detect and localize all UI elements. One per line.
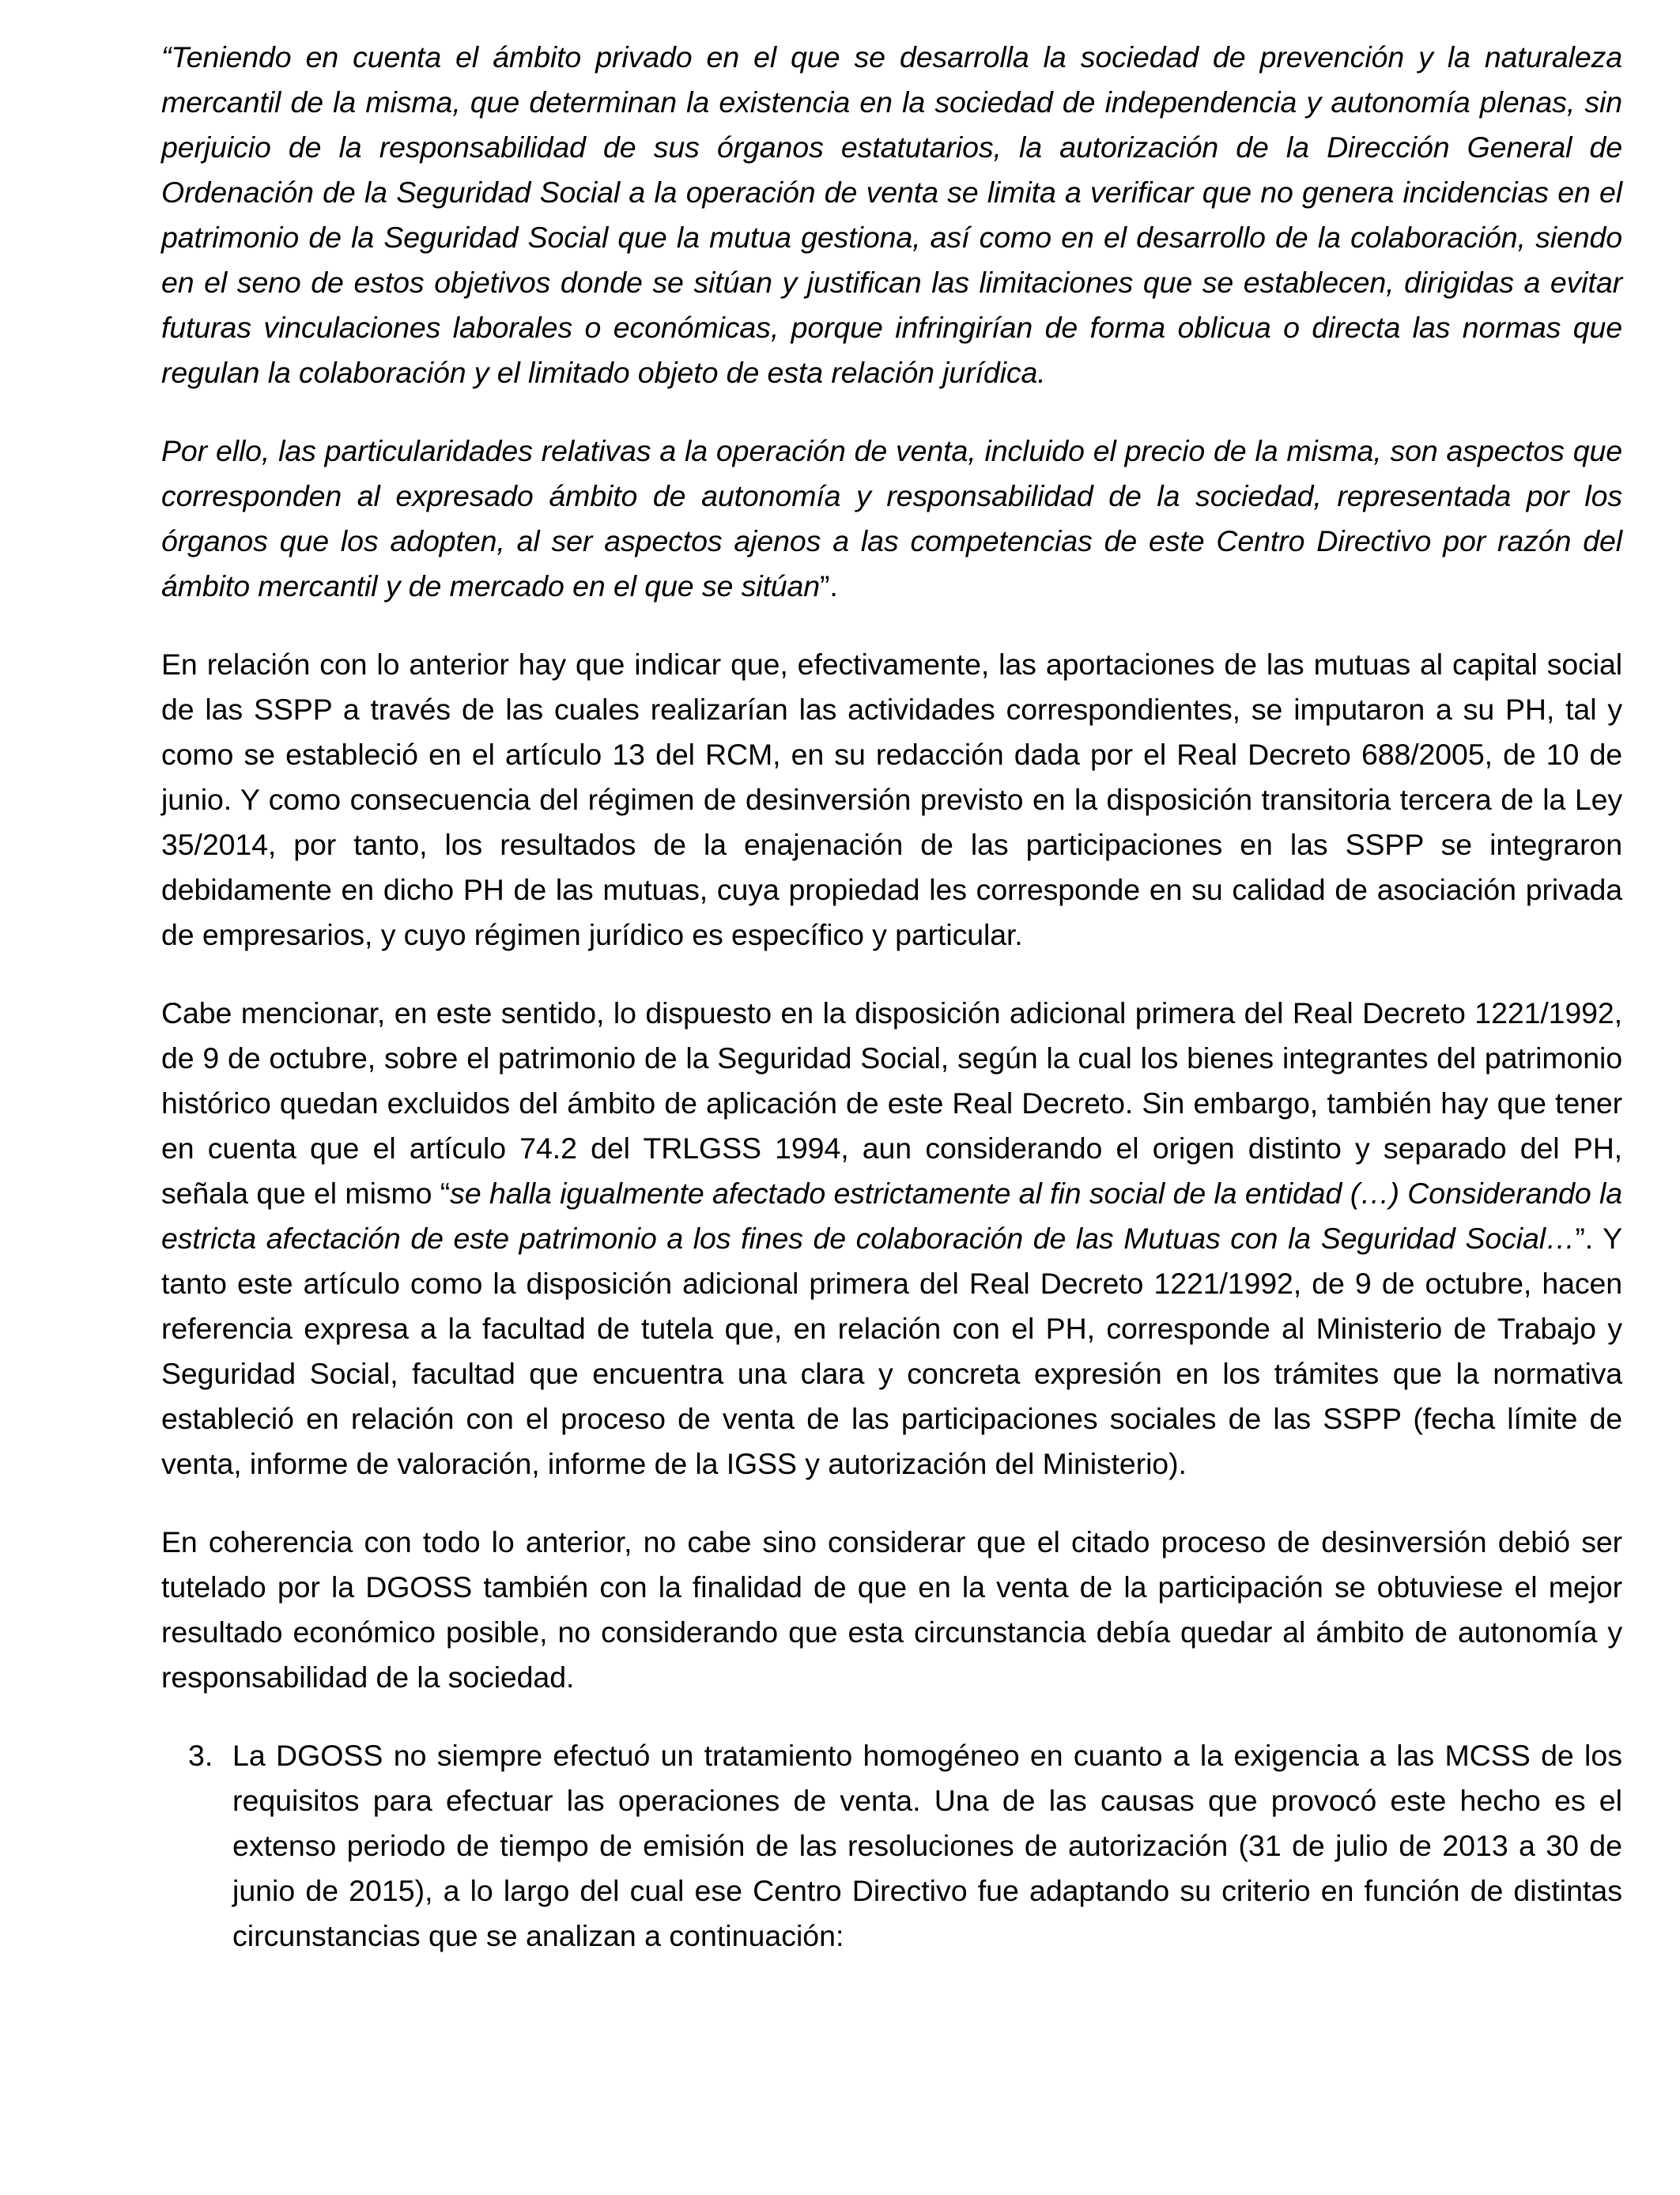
body-paragraph-2: [161, 991, 1622, 1487]
numbered-list: [161, 1733, 1622, 1959]
quoted-paragraph-2: [161, 429, 1622, 609]
document-body: [161, 35, 1622, 1959]
quoted-paragraph-1: “Teniendo en cuenta el ámbito privado en el que se desarrolla la sociedad de prevención y la naturaleza mercantil de la misma, que determinan la existencia en la sociedad de independencia y autonomía plenas, sin perjuicio de la responsabilidad de sus órganos estatutarios, la autorización de la Dirección General de Ordenación de la Seguridad Social a la operación de venta se limita a verificar que no genera incidencias en el patrimonio de la Seguridad Social que la mutua gestiona, así como en el desarrollo de la colaboración, siendo en el seno de estos objetivos donde se sitúan y justifican las limitaciones que se establecen, dirigidas a evitar futuras vinculaciones laborales o económicas, porque infringirían de forma oblicua o directa las normas que regulan la colaboración y el limitado objeto de esta relación jurídica.: [161, 40, 1622, 389]
body-paragraph-2-before: Cabe mencionar, en este sentido, lo dispuesto en la disposición adicional primera del Real Decreto 1221/1992, de 9 de octubre, sobre el patrimonio de la Seguridad Social, según la cual los bienes integrantes del patrimonio histórico quedan excluidos del ámbito de aplicación de este Real Decreto. Sin embargo, también hay que tener en cuenta que el artículo 74.2 del TRLGSS 1994, aun considerando el origen distinto y separado del PH, señala que el mismo “: [161, 996, 1622, 1210]
body-paragraph-2-quote: se halla igualmente afectado estrictamente al fin social de la entidad (…) Considerando la estricta afectación de este patrimonio a los fines de colaboración de las Mutuas con la Seguridad Social…: [161, 1177, 1623, 1255]
quoted-paragraph-2-tail: ”.: [820, 569, 838, 603]
body-paragraph-3: En coherencia con todo lo anterior, no cabe sino considerar que el citado proceso de desinversión debió ser tutelado por la DGOSS también con la finalidad de que en la venta de la participación se obtuviese el mejor resultado económico posible, no considerando que esta circunstancia debía quedar al ámbito de autonomía y responsabilidad de la sociedad.: [161, 1525, 1622, 1694]
body-paragraph-2-after: ”. Y tanto este artículo como la disposición adicional primera del Real Decreto 1221/1992, de 9 de octubre, hacen referencia expresa a la facultad de tutela que, en relación con el PH, corresponde al Ministerio de Trabajo y Seguridad Social, facultad que encuentra una clara y concreta expresión en los trámites que la normativa estableció en relación con el proceso de venta de las participaciones sociales de las SSPP (fecha límite de venta, informe de valoración, informe de la IGSS y autorización del Ministerio).: [161, 1222, 1623, 1480]
list-item: [188, 1733, 1622, 1959]
quoted-paragraph-2-italic: Por ello, las particularidades relativas a la operación de venta, incluido el precio de la misma, son aspectos que corresponden al expresado ámbito de autonomía y responsabilidad de la sociedad, representada por los órganos que los adopten, al ser aspectos ajenos a las competencias de este Centro Directivo por razón del ámbito mercantil y de mercado en el que se sitúan: [161, 434, 1622, 603]
list-item-marker: 3.: [188, 1739, 213, 1772]
body-paragraph-1: En relación con lo anterior hay que indicar que, efectivamente, las aportaciones de las mutuas al capital social de las SSPP a través de las cuales realizarían las actividades correspondientes, se imputaron a su PH, tal y como se estableció en el artículo 13 del RCM, en su redacción dada por el Real Decreto 688/2005, de 10 de junio. Y como consecuencia del régimen de desinversión previsto en la disposición transitoria tercera de la Ley 35/2014, por tanto, los resultados de la enajenación de las participaciones en las SSPP se integraron debidamente en dicho PH de las mutuas, cuya propiedad les corresponde en su calidad de asociación privada de empresarios, y cuyo régimen jurídico es específico y particular.: [161, 648, 1622, 951]
list-item-text: La DGOSS no siempre efectuó un tratamiento homogéneo en cuanto a la exigencia a las MCSS de los requisitos para efectuar las operaciones de venta. Una de las causas que provocó este hecho es el extenso periodo de tiempo de emisión de las resoluciones de autorización (31 de julio de 2013 a 30 de junio de 2015), a lo largo del cual ese Centro Directivo fue adaptando su criterio en función de distintas circunstancias que se analizan a continuación:: [232, 1739, 1622, 1952]
